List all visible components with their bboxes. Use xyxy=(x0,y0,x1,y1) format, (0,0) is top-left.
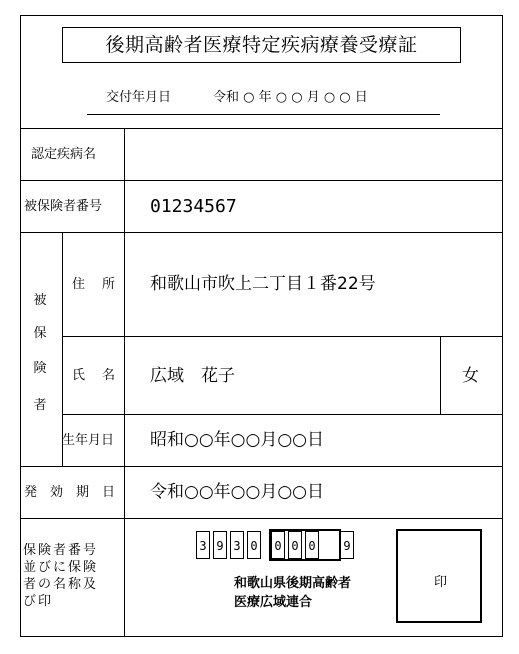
disease-label: 認定疾病名 xyxy=(31,147,97,162)
insurer-label xyxy=(23,542,98,610)
insurer-number-digit: 9 xyxy=(340,531,354,559)
rule xyxy=(124,128,125,637)
rule xyxy=(20,128,503,129)
insurer-number-digit: 3 xyxy=(196,531,210,559)
insured-group-char: 保 xyxy=(33,326,47,341)
rule xyxy=(20,232,503,233)
birth-date-value: 昭和○○年○○月○○日 xyxy=(150,430,325,450)
issue-date-value: 令和 ○ 年 ○ ○ 月 ○ ○ 日 xyxy=(213,90,368,105)
insurer-number-digit: 0 xyxy=(247,531,261,559)
name-value: 広域 花子 xyxy=(150,366,235,386)
insured-number-label: 被保険者番号 xyxy=(24,199,103,214)
insured-group-char: 被 xyxy=(33,293,47,308)
rule xyxy=(20,518,503,519)
effective-date-value: 令和○○年○○月○○日 xyxy=(150,482,325,502)
issue-date-underline xyxy=(87,114,440,115)
rule xyxy=(440,336,441,414)
insurer-name-line2: 医療広域連合 xyxy=(234,595,313,610)
insurer-number-digit: 0 xyxy=(305,531,319,559)
insured-group-char: 者 xyxy=(33,398,47,413)
card-title: 後期高齢者医療特定疾病療養受療証 xyxy=(105,34,418,56)
effective-date-label: 発 効 期 日 xyxy=(24,485,116,500)
insurer-label-line: 保険者番号 xyxy=(23,543,99,558)
rule xyxy=(62,336,503,337)
sex-value: 女 xyxy=(462,366,479,386)
seal-label: 印 xyxy=(434,575,448,590)
name-label: 氏 名 xyxy=(72,368,118,383)
rule xyxy=(20,466,503,467)
rule xyxy=(62,414,503,415)
birth-date-label: 生年月日 xyxy=(62,433,115,448)
rule xyxy=(62,232,63,466)
rule xyxy=(20,180,503,181)
insured-number-value: 01234567 xyxy=(150,196,237,217)
insurer-label-line: 並びに保険 xyxy=(23,560,99,575)
insurer-name-line1: 和歌山県後期高齢者 xyxy=(234,576,352,591)
insurer-number-digit: 9 xyxy=(213,531,227,559)
insured-group-char: 険 xyxy=(33,361,47,376)
insurer-number-digit: 3 xyxy=(230,531,244,559)
issue-date-label: 交付年月日 xyxy=(106,90,172,105)
card-title-box xyxy=(62,27,461,63)
insurer-number-digit: 0 xyxy=(288,531,302,559)
insurer-label-line: 者の名称及 xyxy=(23,577,99,592)
address-label: 住 所 xyxy=(72,277,118,292)
insurer-label-line: び印 xyxy=(23,594,54,609)
insurer-number-digit: 0 xyxy=(271,531,285,559)
seal-box xyxy=(396,529,482,623)
address-value: 和歌山市吹上二丁目１番22号 xyxy=(150,274,376,294)
